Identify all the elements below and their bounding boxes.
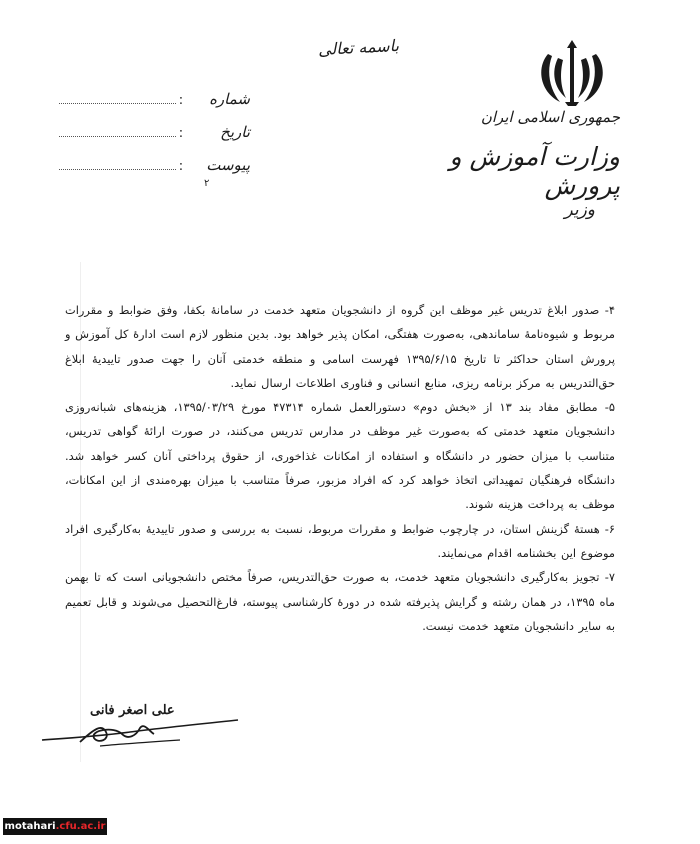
date-label: تاریخ [220,123,250,141]
attachment-count: ۲ [204,178,210,189]
site-badge-prefix: motahari [4,821,56,832]
attachment-dotted-line [59,159,176,170]
ministry-title: وزارت آموزش و پرورش [449,142,620,200]
signer-name: علی اصغر فانی [90,703,175,718]
number-colon: : [178,93,184,108]
minister-title: وزیر [564,200,595,220]
number-dotted-line [59,93,176,104]
meta-attachment-row [55,156,250,189]
date-dotted-line [59,126,176,137]
attachment-label: پیوست [206,156,250,174]
paragraph-6: ۶- هستهٔ گزینش استان، در چارچوب ضوابط و مقررات مربوط، نسبت به بررسی و صدور تاییدیهٔ به‌کارگیری افراد موضوع این بخشنامه اقدام می‌نمایند. [65,521,615,560]
paragraph-7: ۷- تجویز به‌کارگیری دانشجویان متعهد خدمت، به صورت حق‌التدریس، صرفاً مختص دانشجویانی است که تا بهمن ماه ۱۳۹۵، در همان رشته و گرایش پذیرفته شده در دورهٔ کارشناسی پیوسته، فارغ‌التحصیل می‌شوند و قابل تعمیم به سایر دانشجویان متعهد خدمت نیست. [65,570,615,633]
signature-scribble-icon [40,698,240,750]
site-badge [3,818,107,835]
basmala: باسمه تعالی [317,35,400,60]
number-label: شماره [209,90,250,108]
date-colon: : [178,126,184,141]
iran-emblem-icon [538,40,606,106]
meta-number-row [55,90,250,123]
ministry-header [370,108,620,200]
letter-body [65,298,615,638]
site-badge-suffix: .cfu.ac.ir [55,821,106,832]
republic-title: جمهوری اسلامی ایران [480,108,620,126]
meta-date-row [55,123,250,156]
letter-meta [55,90,250,189]
paragraph-4: ۴- صدور ابلاغ تدریس غیر موظف این گروه از دانشجویان متعهد خدمت در سامانهٔ بکفا، وفق ضوابط و مقررات مربوط و شیوه‌نامهٔ ساماندهی، به‌صورت هفتگی، امکان پذیر خواهد بود. بدین منظور لازم است ادارهٔ کل آموزش و پرورش استان حداکثر تا تاریخ ۱۳۹۵/۶/۱۵ فهرست اسامی و منطقه خدمتی آنان را جهت صدور تاییدیهٔ ابلاغ حق‌التدریس به مرکز برنامه ریزی، منابع انسانی و فناوری اطلاعات ارسال نماید. [65,303,615,390]
paragraph-5: ۵- مطابق مفاد بند ۱۳ از «بخش دوم» دستورالعمل شماره ۴۷۳۱۴ مورخ ۱۳۹۵/۰۳/۲۹، هزینه‌های شبانه‌روزی دانشجویان متعهد خدمتی که به‌صورت غیر موظف در مدارس تدریس می‌کنند، در صورت ارائهٔ گواهی تدریس، متناسب با میزان حضور در دانشگاه و استفاده از امکانات غذاخوری، از حقوق پرداختی آنان کسر خواهد شد. دانشگاه فرهنگیان تمهیداتی اتخاذ خواهد کرد که افراد مزبور، صرفاً متناسب با میزان بهره‌مندی از این امکانات، موظف به پرداخت هزینه شوند. [65,400,615,512]
attachment-colon: : [178,159,184,174]
